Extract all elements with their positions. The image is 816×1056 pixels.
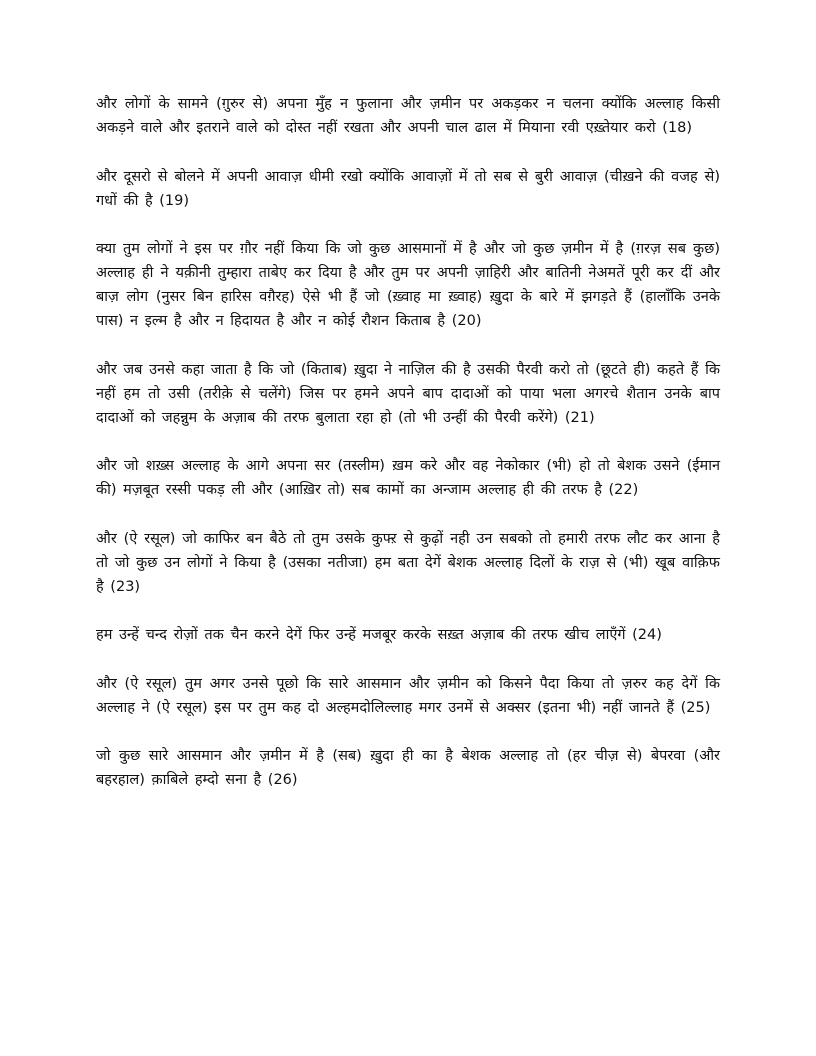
verse-18: और लोगों के सामने (ग़ुरुर से) अपना मुँह न फुलाना और ज़मीन पर अकड़कर न चलना क्योंकि अल्लाह किसी अकड़ने वाले और इतराने वाले को दोस्त नहीं रखता और अपनी चाल ढाल में मियाना रवी एख़्तेयार करो (18): [96, 96, 720, 136]
verse-19: और दूसरो से बोलने में अपनी आवाज़ धीमी रखो क्योंकि आवाज़ों में तो सब से बुरी आवाज़ (चीख़ने की वजह से) गधों की है (19): [96, 168, 720, 209]
verse-24: हम उन्हें चन्द रोज़ों तक चैन करने देगें फिर उन्हें मजबूर करके सख़्त अज़ाब की तरफ खीच लाएँगें (24): [96, 627, 662, 643]
verse-23: और (ऐ रसूल) जो काफिर बन बैठे तो तुम उसके कुफ्ऱ से कुढ़ों नही उन सबको तो हमारी तरफ लौट कर आना है तो जो कुछ उन लोगों ने किया है (उसका नतीजा) हम बता देगें बेशक अल्लाह दिलों के राज़ से (भी) खूब वाक़िफ है (23): [96, 530, 720, 595]
verse-22: और जो शख़्स अल्लाह के आगे अपना सर (तस्लीम) ख़म करे और वह नेकोकार (भी) हो तो बेशक उसने (ईमान की) मज़बूत रस्सी पकड़ ली और (आख़िर तो) सब कामों का अन्जाम अल्लाह ही की तरफ है (22): [96, 458, 720, 498]
verse-20: क्या तुम लोगों ने इस पर ग़ौर नहीं किया कि जो कुछ आसमानों में है और जो कुछ ज़मीन में है (ग़रज़ सब कुछ) अल्लाह ही ने यक़ीनी तुम्हारा ताबेए कर दिया है और तुम पर अपनी ज़ाहिरी और बातिनी नेअमतें पूरी कर दीं और बाज़ लोग (नुसर बिन हारिस वग़ैरह) ऐसे भी हैं जो (ख़्वाह मा ख़्वाह) ख़ुदा के बारे में झगड़ते हैं (हालाँकि उनके पास) न इल्म है और न हिदायत है और न कोई रौशन किताब है (20): [96, 241, 720, 329]
verse-26: जो कुछ सारे आसमान और ज़मीन में है (सब) ख़ुदा ही का है बेशक अल्लाह तो (हर चीज़ से) बेपरवा (और बहरहाल) क़ाबिले हम्दो सना है (26): [96, 748, 720, 788]
verse-25: और (ऐ रसूल) तुम अगर उनसे पूछो कि सारे आसमान और ज़मीन को किसने पैदा किया तो ज़रुर कह देगें कि अल्लाह ने (ऐ रसूल) इस पर तुम कह दो अल्हमदोलिल्लाह मगर उनमें से अक्सर (इतना भी) नहीं जानते हैं (25): [96, 675, 720, 716]
document-page: [96, 92, 720, 817]
verse-21: और जब उनसे कहा जाता है कि जो (किताब) ख़ुदा ने नाज़िल की है उसकी पैरवी करो तो (छूटते ही) कहते हैं कि नहीं हम तो उसी (तरीके़ से चलेंगे) जिस पर हमने अपने बाप दादाओं को पाया भला अगरचे शैतान उनके बाप दादाओं को जहन्नुम के अज़ाब की तरफ बुलाता रहा हो (तो भी उन्हीं की पैरवी करेंगे) (21): [96, 361, 720, 426]
